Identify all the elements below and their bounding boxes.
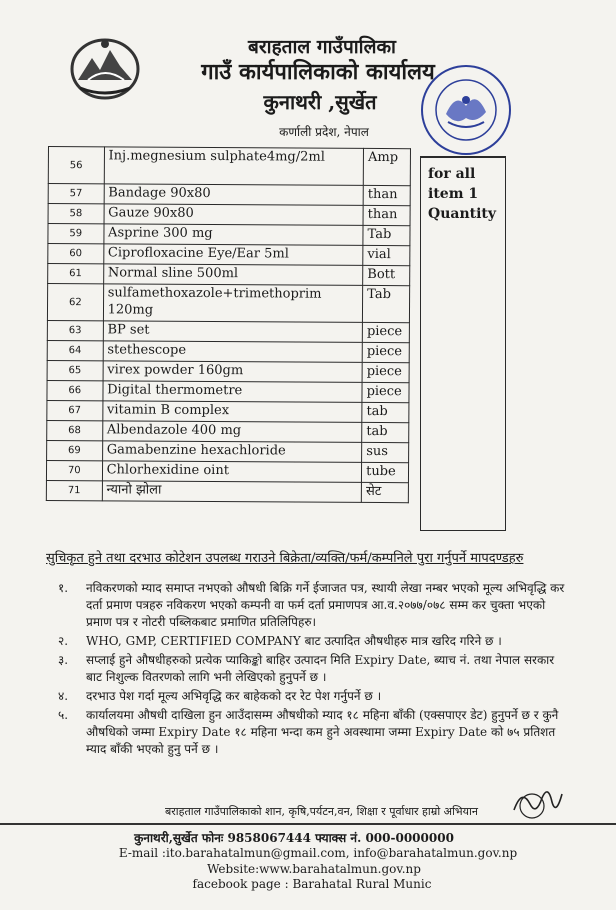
item-number: 69 xyxy=(47,440,103,460)
item-number: 62 xyxy=(47,284,103,321)
footer-website: Website:www.barahatalmun.gov.np xyxy=(207,862,421,876)
item-number: 64 xyxy=(47,340,103,360)
item-name: Chlorhexidine oint xyxy=(102,461,362,483)
item-name: Ciprofloxacine Eye/Ear 5ml xyxy=(103,244,363,266)
item-name: Asprine 300 mg xyxy=(104,224,364,246)
item-unit: tab xyxy=(362,402,409,422)
table-row xyxy=(47,320,409,342)
criteria-text: सप्लाई हुने औषधीहरुको प्रत्येक प्याकिङ्को बाहिर उत्पादन मिति Expiry Date, ब्याच नं. तथा नेपाल सरकार बाट निशुल्क वितरणको लागि भनी लेखिएको हुनुपर्ने छ । xyxy=(86,653,555,684)
item-unit: than xyxy=(363,205,410,225)
table-row xyxy=(46,480,408,502)
item-name: Albendazole 400 mg xyxy=(102,421,362,443)
item-name: न्यानो झोला xyxy=(102,481,362,503)
table-row xyxy=(47,380,409,402)
item-number: 57 xyxy=(48,184,104,204)
item-name: BP set xyxy=(103,321,363,343)
criteria-list xyxy=(58,580,568,760)
item-number: 70 xyxy=(46,460,102,480)
criteria-text: नविकरणको म्याद समाप्त नभएको औषधी बिक्रि गर्ने ईजाजत पत्र, स्थायी लेखा नम्बर भएको मूल्य अभिवृद्धि कर दर्ता प्रमाण पत्रहरु नविकरण भएको कम्पनी वा फर्म दर्ता प्रमाणपत्र आ.व.२०७७/०७८ सम्म कर चुक्ता भएको प्रमाण पत्र र नोटरी पब्लिकबाट प्रमाणित प्रतिलिपिहरु। xyxy=(86,581,565,629)
municipality-seal-icon xyxy=(418,62,514,158)
criteria-number: १. xyxy=(58,581,69,595)
criteria-number: ४. xyxy=(58,689,69,703)
footer-facebook: facebook page : Barahatal Rural Munic xyxy=(192,877,432,891)
table-row xyxy=(48,147,410,186)
item-unit: vial xyxy=(363,245,410,265)
item-unit: Bott xyxy=(363,265,410,285)
table-row xyxy=(47,400,409,422)
table-row xyxy=(47,340,409,362)
item-name: Inj.megnesium sulphate4mg/2ml xyxy=(104,147,364,186)
item-number: 65 xyxy=(47,360,103,380)
item-number: 66 xyxy=(47,380,103,400)
office-location: कुनाथरी ,सुर्खेत xyxy=(263,90,377,114)
quantity-note-line3: Quantity xyxy=(428,206,497,222)
criteria-title: सुचिकृत हुने तथा दरभाउ कोटेशन उपलब्ध गराउने बिक्रेता/व्यक्ति/फर्म/कम्पनिले पुरा गर्नुपर्ने मापदण्डहरु xyxy=(46,551,524,566)
criteria-item xyxy=(58,580,568,631)
table-row xyxy=(46,460,408,482)
province-name: कर्णाली प्रदेश, नेपाल xyxy=(279,125,369,139)
footer-divider xyxy=(0,823,616,825)
item-unit: tube xyxy=(362,462,409,482)
item-unit: piece xyxy=(362,342,409,362)
criteria-item xyxy=(58,633,568,650)
items-table xyxy=(46,146,411,503)
item-number: 67 xyxy=(47,400,103,420)
quantity-note-line2: item 1 xyxy=(428,186,479,202)
criteria-text: कार्यालयमा औषधी दाखिला हुन आउँदासम्म औषधीको म्याद १८ महिना बाँकी (एक्सपाएर डेट) हुनुपर्ने छ र कुनै औषधिको जम्मा Expiry Date १८ महिना भन्दा कम हुने अवस्थामा जम्मा Expiry Date को ७५ प्रतिशत म्याद बाँकी भएको हुनु पर्ने छ । xyxy=(86,708,559,756)
signature-icon xyxy=(508,780,568,824)
table-row xyxy=(48,244,410,266)
item-unit: sus xyxy=(362,442,409,462)
criteria-text: दरभाउ पेश गर्दा मूल्य अभिवृद्धि कर बाहेकको दर रेट पेश गर्नुपर्ने छ । xyxy=(86,689,382,703)
footer-phone: कुनाथरी,सुर्खेत फोनः 9858067444 फ्याक्स नं. 000-0000000 xyxy=(134,831,454,845)
item-number: 58 xyxy=(48,204,104,224)
item-name: Gauze 90x80 xyxy=(104,204,364,226)
item-unit: Tab xyxy=(363,225,410,245)
quantity-note-box xyxy=(420,156,506,531)
criteria-item xyxy=(58,652,568,686)
table-row xyxy=(47,420,409,442)
table-row xyxy=(47,440,409,462)
item-number: 60 xyxy=(48,244,104,264)
footer-email: E-mail :ito.barahatalmun@gmail.com, info@barahatalmun.gov.np xyxy=(118,846,518,860)
quantity-note-line1: for all xyxy=(428,166,476,182)
criteria-number: २. xyxy=(58,634,69,648)
criteria-number: ५. xyxy=(58,708,69,722)
criteria-item xyxy=(58,688,568,705)
office-name: गाउँ कार्यपालिकाको कार्यालय xyxy=(201,59,435,85)
criteria-text: WHO, GMP, CERTIFIED COMPANY बाट उत्पादित औषधीहरु मात्र खरिद गरिने छ । xyxy=(86,634,502,648)
criteria-item xyxy=(58,707,568,758)
item-number: 59 xyxy=(48,224,104,244)
table-row xyxy=(47,284,409,323)
item-number: 63 xyxy=(47,320,103,340)
item-name: vitamin B complex xyxy=(102,401,362,423)
item-unit: piece xyxy=(362,322,409,342)
table-row xyxy=(48,204,410,226)
table-row xyxy=(48,184,410,206)
item-unit: than xyxy=(363,185,410,205)
item-name: virex powder 160gm xyxy=(103,361,363,383)
item-name: sulfamethoxazole+trimethoprim 120mg xyxy=(103,284,363,323)
municipality-name: बराहताल गाउँपालिका xyxy=(248,36,396,58)
item-name: Digital thermometre xyxy=(103,381,363,403)
footer-slogan: बराहताल गाउँपालिकाको शान, कृषि,पर्यटन,वन, शिक्षा र पूर्वाधार हाम्रो अभियान xyxy=(165,805,478,818)
table-row xyxy=(47,360,409,382)
item-unit: tab xyxy=(362,422,409,442)
item-name: stethescope xyxy=(103,341,363,363)
item-unit: Amp xyxy=(363,148,410,185)
item-number: 61 xyxy=(48,264,104,284)
item-unit: piece xyxy=(362,382,409,402)
table-row xyxy=(48,224,410,246)
item-name: Normal sline 500ml xyxy=(103,264,363,286)
item-unit: Tab xyxy=(363,285,410,322)
item-unit: piece xyxy=(362,362,409,382)
item-number: 56 xyxy=(48,147,104,184)
item-name: Gamabenzine hexachloride xyxy=(102,441,362,463)
criteria-number: ३. xyxy=(58,653,69,667)
item-number: 68 xyxy=(47,420,103,440)
table-row xyxy=(48,264,410,286)
item-number: 71 xyxy=(46,480,102,500)
item-name: Bandage 90x80 xyxy=(104,184,364,206)
quantity-note xyxy=(428,164,496,224)
item-unit: सेट xyxy=(361,482,408,502)
